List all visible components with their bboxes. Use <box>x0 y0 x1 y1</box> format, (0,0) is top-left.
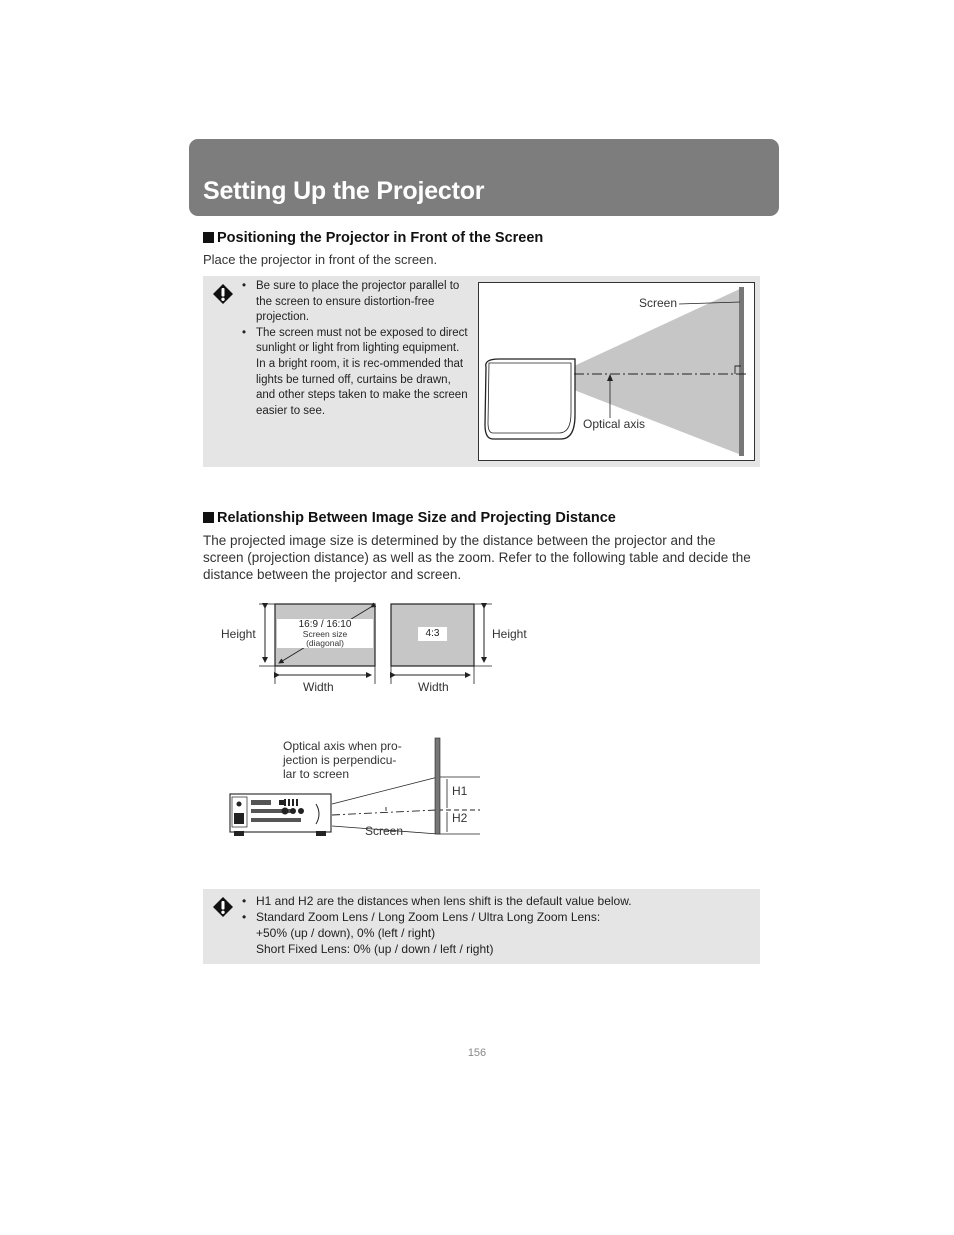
wide-aspect-label-box <box>277 619 373 648</box>
width-label-left: Width <box>303 680 334 694</box>
screen-label: Screen <box>639 296 678 310</box>
lens-shift-note-text: Standard Zoom Lens / Long Zoom Lens / Ultra Long Zoom Lens: <box>256 910 601 924</box>
caution-item: • The screen must not be exposed to direct sunlight or light from lighting equipment. In a bright room, it is rec-ommended that lights be turned off, curtains be drawn, and other steps taken to make the screen easier to see. <box>242 326 472 420</box>
section-paragraph: The projected image size is determined by the distance between the projector and the screen (projection distance) as well as the zoom. Refer to the following table and decide the distance between the projector and screen. <box>203 533 751 582</box>
section-heading-positioning <box>203 230 543 246</box>
page-title: Setting Up the Projector <box>203 177 485 205</box>
caution-box-lens-shift <box>203 889 760 964</box>
projection-drawing <box>479 283 754 460</box>
optical-axis-line: jection is perpendicu- <box>283 753 397 767</box>
section-heading-text: Relationship Between Image Size and Projecting Distance <box>217 510 616 526</box>
square-bullet-icon <box>203 512 214 523</box>
projection-diagram <box>478 282 755 461</box>
caution-icon <box>212 896 234 918</box>
lens-shift-note-continuation: Short Fixed Lens: 0% (up / down / left / right) <box>256 942 494 956</box>
caution-icon <box>212 283 234 305</box>
h1-label: H1 <box>452 784 468 798</box>
square-bullet-icon <box>203 232 214 243</box>
optical-axis-perpendicular-label <box>283 739 402 781</box>
section-intro: Place the projector in front of the screen. <box>203 252 438 267</box>
section-heading-relationship <box>203 510 616 526</box>
screen-size-drawing <box>210 598 540 703</box>
height-label-right: Height <box>492 627 527 641</box>
page-number: 156 <box>467 1047 487 1059</box>
height-label-left: Height <box>221 627 256 641</box>
caution-list <box>242 279 472 419</box>
lens-shift-note-continuation: +50% (up / down), 0% (left / right) <box>256 926 436 940</box>
screen-size-diagonal-label: (diagonal) <box>306 638 344 648</box>
caution-item: • Be sure to place the projector parallel to the screen to ensure distortion-free projection. <box>242 279 472 326</box>
standard-aspect-label: 4:3 <box>418 627 447 641</box>
optical-axis-label: Optical axis <box>583 417 646 431</box>
screen-size-label: Screen size <box>302 629 348 639</box>
lens-shift-note-item <box>242 909 752 957</box>
side-projection-diagram <box>224 734 486 844</box>
width-label-right: Width <box>418 680 449 694</box>
wide-aspect-label: 16:9 / 16:10 <box>298 619 352 630</box>
section-heading-text: Positioning the Projector in Front of the Screen <box>217 230 544 246</box>
screen-label-side: Screen <box>365 824 404 838</box>
title-bar <box>189 139 779 216</box>
optical-axis-line: Optical axis when pro- <box>283 739 402 753</box>
optical-axis-line: lar to screen <box>283 767 350 781</box>
h2-label: H2 <box>452 811 468 825</box>
screen-size-diagram <box>210 598 540 703</box>
lens-shift-note-item: • H1 and H2 are the distances when lens shift is the default value below. <box>242 893 752 909</box>
lens-shift-notes <box>242 893 752 957</box>
